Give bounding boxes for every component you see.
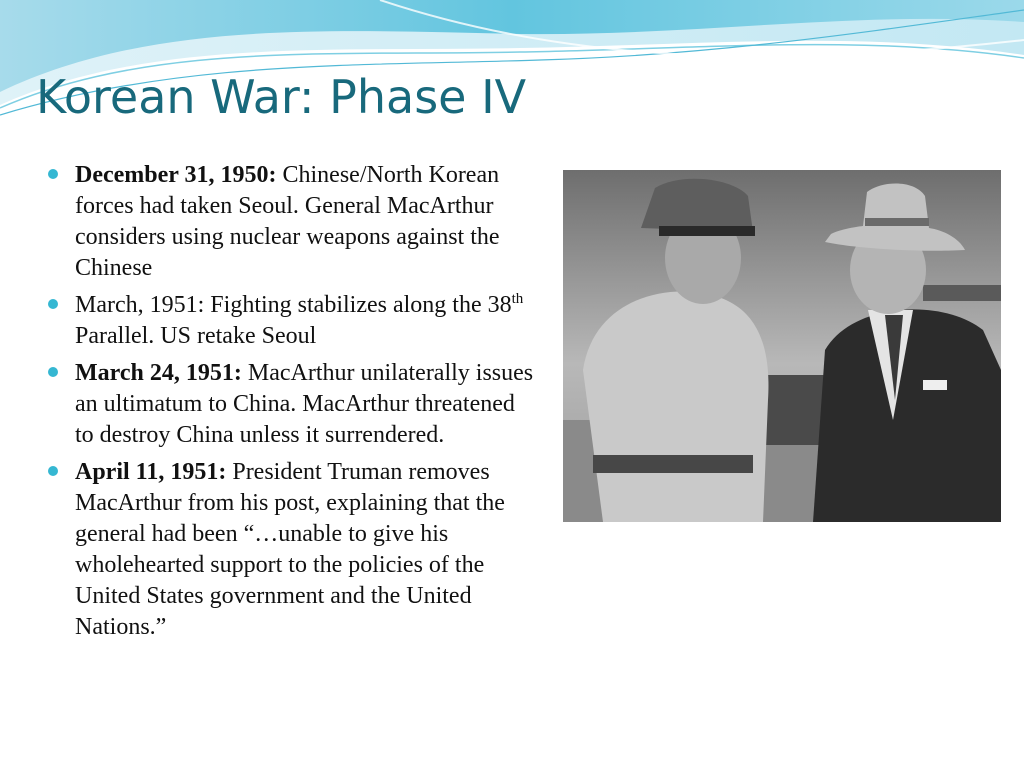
bullet-text: Chinese/North Korean forces had taken Seoul. General MacArthur considers using nuclear weapons against the Chinese	[75, 162, 500, 281]
slide-title: Korean War: Phase IV	[36, 70, 527, 124]
bullet-dot-icon	[48, 169, 58, 179]
bullet-dot-icon	[48, 299, 58, 309]
bullet-dot-icon	[48, 466, 58, 476]
bullet-superscript: th	[511, 291, 524, 307]
bullet-text: MacArthur unilaterally issues an ultimatum to China. MacArthur threatened to destroy China unless it surrendered.	[75, 360, 534, 448]
bullet-dot-icon	[48, 367, 58, 377]
bullet-text: March, 1951: Fighting stabilizes along the 38	[75, 292, 512, 318]
bullet-date: December 31, 1950:	[75, 162, 277, 188]
photo-general-body	[583, 291, 768, 522]
photo-general-and-president-icon	[563, 170, 1001, 522]
historical-photo	[563, 170, 1001, 522]
photo-president-hat-band	[865, 218, 929, 226]
bullet-date: March 24, 1951:	[75, 360, 242, 386]
photo-airplane-wing	[923, 285, 1001, 301]
photo-general-cap-brim	[659, 226, 755, 236]
bullet-date: April 11, 1951:	[75, 459, 227, 485]
bullet-item-march-24-1951	[48, 358, 538, 451]
bullet-list	[48, 160, 538, 649]
bullet-text-continued: Parallel. US retake Seoul	[75, 323, 317, 349]
bullet-text: President Truman removes MacArthur from his post, explaining that the general had been “…unable to give his wholehearted support to the policies of the United States government and the United Nations.”	[75, 459, 505, 640]
photo-general-belt	[593, 455, 753, 473]
bullet-item-december-1950	[48, 160, 538, 284]
photo-president-pocket-square	[923, 380, 947, 390]
bullet-item-march-1951	[48, 290, 538, 352]
bullet-item-april-11-1951	[48, 457, 538, 643]
